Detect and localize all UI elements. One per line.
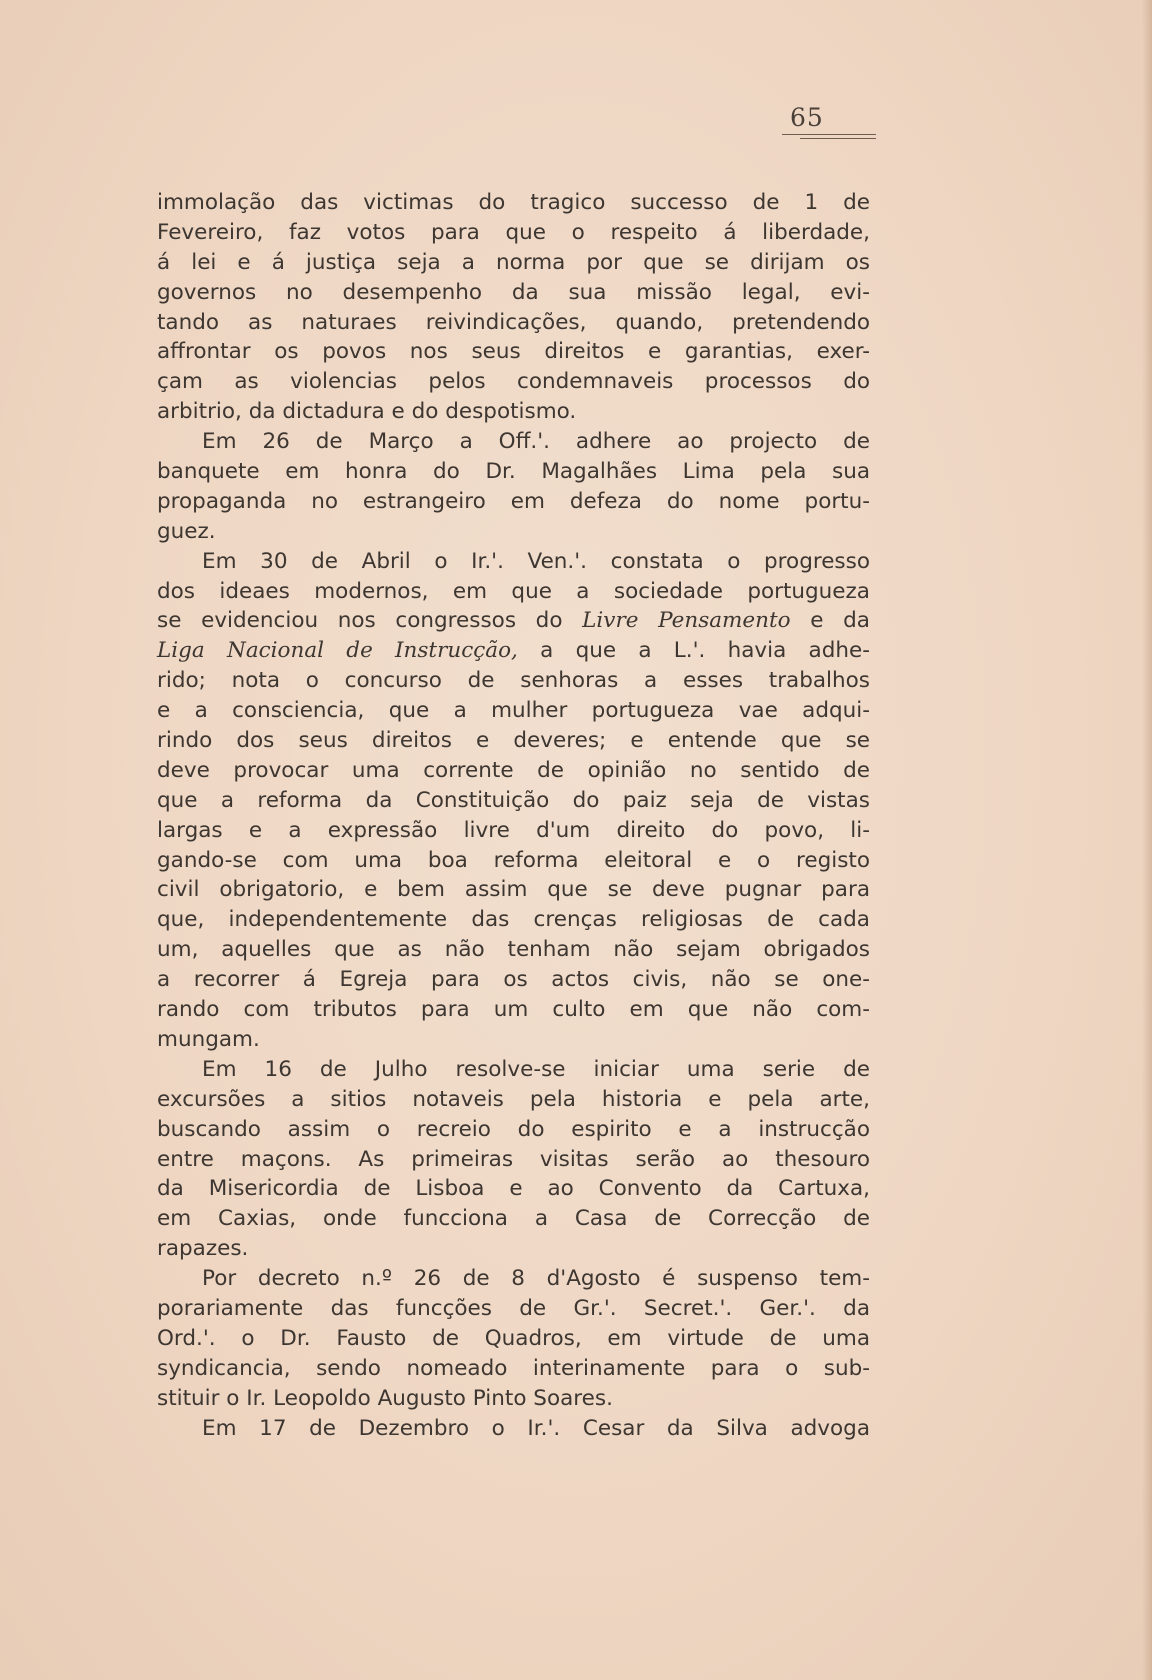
text-line: da Misericordia de Lisboa e ao Convento da Cartuxa,	[157, 1176, 870, 1202]
page-number-rule	[782, 134, 876, 135]
page-edge-shadow	[1142, 0, 1152, 1680]
body-text	[157, 188, 870, 1443]
text-line: largas e a expressão livre d'um direito do povo, li-	[157, 817, 870, 843]
text-line: porariamente das funcções de Gr.'. Secret.'. Ger.'. da	[157, 1295, 870, 1321]
text-line: gando-se com uma boa reforma eleitoral e o registo	[157, 847, 870, 873]
text-line: deve provocar uma corrente de opinião no sentido de	[157, 757, 870, 783]
text-line: arbitrio, da dictadura e do despotismo.	[157, 399, 577, 425]
text-line: em Caxias, onde funcciona a Casa de Correcção de	[157, 1206, 870, 1232]
text-line: entre maçons. As primeiras visitas serão ao thesouro	[157, 1146, 870, 1172]
text-line: rido; nota o concurso de senhoras a esses trabalhos	[157, 668, 870, 694]
italic-title: Liga Nacional de Instrucção,	[157, 638, 518, 664]
text-line: immolação das victimas do tragico successo de 1 de	[157, 190, 870, 215]
text-line: çam as violencias pelos condemnaveis processos do	[157, 369, 870, 395]
text-line: Ord.'. o Dr. Fausto de Quadros, em virtude de uma	[157, 1325, 870, 1351]
text-line: dos ideaes modernos, em que a sociedade portugueza	[157, 578, 870, 604]
text-line: Em 30 de Abril o Ir.'. Ven.'. constata o progresso	[202, 548, 870, 574]
text-line: tando as naturaes reivindicações, quando, pretendendo	[157, 309, 870, 335]
text-line: rindo dos seus direitos e deveres; e entende que se	[157, 728, 870, 754]
text-segment: e da	[790, 608, 870, 634]
text-line: syndicancia, sendo nomeado interinamente para o sub-	[157, 1355, 870, 1381]
text-line: rapazes.	[157, 1236, 249, 1262]
text-line: á lei e á justiça seja a norma por que se dirijam os	[157, 249, 870, 275]
text-line: affrontar os povos nos seus direitos e garantias, exer-	[157, 339, 870, 365]
text-line: propaganda no estrangeiro em defeza do nome portu-	[157, 488, 870, 514]
italic-title: Livre Pensamento	[582, 608, 791, 634]
text-line: a recorrer á Egreja para os actos civis, não se one-	[157, 967, 870, 993]
text-line: Por decreto n.º 26 de 8 d'Agosto é suspenso tem-	[202, 1266, 870, 1292]
text-line: e a consciencia, que a mulher portugueza vae adqui-	[157, 698, 870, 724]
text-line: civil obrigatorio, e bem assim que se deve pugnar para	[157, 877, 870, 903]
text-segment: se evidenciou nos congressos do	[157, 608, 583, 634]
text-line: rando com tributos para um culto em que não com-	[157, 997, 870, 1023]
text-line: buscando assim o recreio do espirito e a instrucção	[157, 1116, 870, 1142]
text-line	[157, 606, 870, 636]
text-line: excursões a sitios notaveis pela historia e pela arte,	[157, 1086, 870, 1112]
text-line: que, independentemente das crenças religiosas de cada	[157, 907, 870, 933]
text-line: stituir o Ir. Leopoldo Augusto Pinto Soares.	[157, 1385, 613, 1411]
text-line: Em 17 de Dezembro o Ir.'. Cesar da Silva advoga	[202, 1415, 870, 1441]
text-line: governos no desempenho da sua missão legal, evi-	[157, 279, 870, 305]
text-line: que a reforma da Constituição do paiz seja de vistas	[157, 787, 870, 813]
page-number-rule	[800, 138, 876, 139]
text-line: mungam.	[157, 1026, 260, 1052]
text-line: Fevereiro, faz votos para que o respeito á liberdade,	[157, 219, 870, 245]
text-line	[157, 636, 870, 666]
text-line: guez.	[157, 518, 216, 544]
text-segment: a que a L.'. havia adhe-	[517, 638, 870, 664]
page-number: 65	[790, 103, 824, 132]
text-line: Em 16 de Julho resolve-se iniciar uma serie de	[202, 1056, 870, 1082]
text-line: um, aquelles que as não tenham não sejam obrigados	[157, 937, 870, 963]
text-line: banquete em honra do Dr. Magalhães Lima pela sua	[157, 459, 870, 485]
text-line: Em 26 de Março a Off.'. adhere ao projecto de	[202, 429, 870, 455]
